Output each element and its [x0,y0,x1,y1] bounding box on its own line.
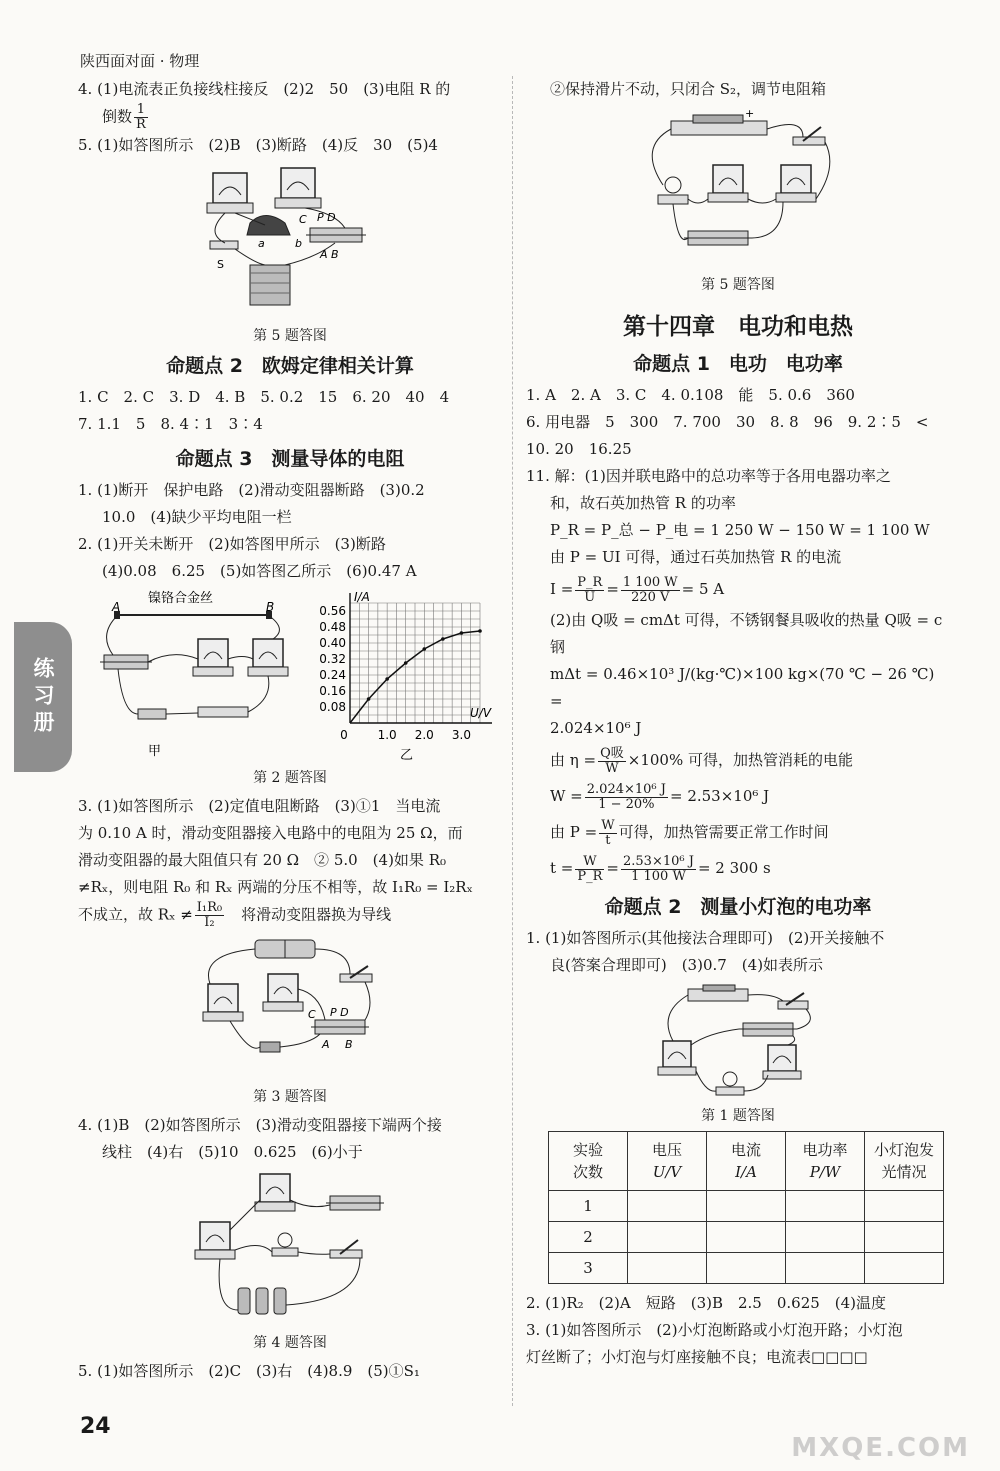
denominator: U [584,589,596,605]
y-tick-label: 0.16 [319,684,346,698]
header-line: 光情况 [881,1163,927,1181]
r-q2: 2. (1)R₂ (2)A 短路 (3)B 2.5 0.625 (4)温度 [526,1294,887,1312]
chapter-title: 第十四章 电功和电热 [623,314,853,340]
r-eq-eta [526,742,950,778]
s3-answer-2-cont: (4)0.08 6.25 (5)如答图乙所示 (6)0.47 A [102,562,417,580]
text: = [606,580,619,598]
y-tick-label: 0.08 [319,700,346,714]
svg-text:a: a [258,237,265,250]
column-divider [512,76,513,1406]
left-column [78,76,502,1385]
numerator: Q吸 [600,745,624,761]
header-line: 电压 [651,1141,682,1159]
table-cell [865,1222,944,1253]
fraction [134,103,148,132]
circuit-figure-2 [98,589,308,765]
caption-4: 第 4 题答图 [253,1335,327,1351]
r-answer-11-l7: 2.024×10⁶ J [550,719,642,737]
data-point [385,677,389,681]
text: = 2.53×10⁶ J [669,787,770,805]
r-eq-current [526,571,950,607]
s3-answer-3-l3: 滑动变阻器的最大阻值只有 20 Ω ② 5.0 (4)如果 R₀ [78,851,447,869]
numerator: W [575,855,604,870]
watermark: MXQE.COM [791,1433,970,1463]
table-cell [865,1253,944,1284]
r-answer-11-l2: 和，故石英加热管 R 的功率 [550,494,736,512]
y-tick-label: 0.24 [319,668,346,682]
section-title-2: 命题点 2 欧姆定律相关计算 [166,355,414,377]
r-answer-11-l3: P_R = P_总 − P_电 = 1 250 W − 150 W = 1 100 W [550,521,930,539]
r-q1-cont: 良(答案合理即可) (3)0.7 (4)如表所示 [550,956,824,974]
r-section-title-2: 命题点 2 测量小灯泡的电功率 [604,896,872,918]
s3-answer-4-cont: 线柱 (4)右 (5)10 0.625 (6)小于 [102,1143,363,1161]
text: = [606,859,619,877]
label-a: A [112,600,121,614]
table-row [549,1253,944,1284]
text: W = [550,787,583,805]
denominator: P_R [577,868,603,884]
svg-text:A B: A B [320,248,339,261]
fraction [599,819,616,848]
table-cell [628,1191,707,1222]
svg-text:b: b [295,237,302,250]
r-q3-cont: 灯丝断了；小灯泡与灯座接触不良；电流表□□□□ [526,1348,868,1366]
r-q3: 3. (1)如答图所示 (2)小灯泡断路或小灯泡开路；小灯泡 [526,1321,903,1339]
y-tick-label: 0.32 [319,652,346,666]
r-eq-power [526,814,950,850]
header-line: 小灯泡发 [873,1141,934,1159]
fraction [195,901,224,930]
caption-1-right: 第 1 题答图 [701,1108,775,1124]
r-answers-1: 1. A 2. A 3. C 4. 0.108 能 5. 0.6 360 [526,386,855,404]
r-answers-3: 10. 20 16.25 [526,440,632,458]
header-line: P/W [809,1163,841,1181]
text: t = [550,859,574,877]
denominator: I₂ [204,915,215,930]
header-line: 电功率 [802,1141,848,1159]
circuit-figure-1-right [648,983,828,1103]
y-axis-label: I/A [354,590,370,604]
table-row [549,1191,944,1222]
data-point [367,697,371,701]
r-answer-11-l4: 由 P = UI 可得，通过石英加热管 R 的电流 [550,548,842,566]
label-yi: 乙 [400,748,414,763]
svg-text:P D: P D [330,1006,349,1019]
text: 不成立，故 Rₓ ≠ [78,905,193,924]
numerator: 2.53×10⁶ J [623,853,694,869]
r-answer-11-l6: mΔt = 0.46×10³ J/(kg·℃)×100 kg×(70 ℃ − 26 ℃) = [550,665,935,710]
table-cell [707,1222,786,1253]
data-point [478,629,482,633]
x-axis-label: U/V [470,706,492,720]
numerator: W [601,817,615,833]
data-point [404,661,408,665]
caption-5-right: 第 5 题答图 [701,277,775,293]
header-line: 次数 [572,1163,603,1181]
section-2-line-2: 7. 1.1 5 8. 4∶1 3∶4 [78,415,263,433]
r-section-title-1: 命题点 1 电功 电功率 [633,353,843,375]
text: 可得，加热管需要正常工作时间 [618,823,829,841]
numerator: 1 [134,103,148,118]
svg-text:S: S [217,258,224,271]
denominator: t [605,832,611,848]
text: ×100% 可得，加热管消耗的电能 [627,751,853,769]
numerator: I₁R₀ [196,900,223,915]
table-cell [628,1253,707,1284]
table-cell [786,1222,865,1253]
answer-5: 5. (1)如答图所示 (2)B (3)断路 (4)反 30 (5)4 [78,136,438,154]
x-tick-label: 3.0 [451,728,471,742]
answer-4-text: 倒数 [102,107,133,126]
denominator: W [605,760,619,776]
table-cell: 1 [549,1191,628,1222]
header-line: U/V [652,1163,682,1181]
numerator: 2.024×10⁶ J [586,781,666,797]
numerator: 1 100 W [622,574,678,590]
s3-answer-3-l4: ≠Rₓ，则电阻 R₀ 和 Rₓ 两端的分压不相等，故 I₁R₀ = I₂Rₓ [78,878,473,896]
y-tick-label: 0.56 [319,604,346,618]
table-cell: 3 [549,1253,628,1284]
y-tick-label: 0.40 [319,636,346,650]
text: I = [550,580,574,598]
s3-answer-2: 2. (1)开关未断开 (2)如答图甲所示 (3)断路 [78,535,386,553]
text: 由 P = [550,823,598,841]
x-tick-label: 2.0 [414,728,434,742]
table-cell: 2 [549,1222,628,1253]
fraction [621,855,696,884]
table-header-cell [707,1132,786,1191]
text: = 5 A [681,580,725,598]
table-cell [707,1253,786,1284]
denominator: 1 100 W [631,868,686,884]
header-line: I/A [735,1163,757,1181]
section-2-line-1: 1. C 2. C 3. D 4. B 5. 0.2 15 6. 20 40 4 [78,388,450,406]
svg-text:A: A [322,1038,330,1051]
table-cell [786,1253,865,1284]
figure-2 [78,589,502,765]
page-header: 陕西面对面 · 物理 [80,52,200,70]
text: = 2 300 s [697,859,771,877]
page-number: 24 [80,1414,111,1439]
text: 将滑动变阻器换为导线 [226,905,392,924]
answer-4: 4. (1)电流表正负接线柱接反 (2)2 50 (3)电阻 R 的 [78,80,451,98]
table-cell [628,1222,707,1253]
data-table [548,1131,944,1284]
section-title-3: 命题点 3 测量导体的电阻 [175,448,405,470]
fraction [621,576,680,605]
fraction [585,783,668,812]
denominator: R [136,117,146,132]
table-row [549,1222,944,1253]
side-tab: 练习册 [14,622,72,772]
s3-answer-1: 1. (1)断开 保护电路 (2)滑动变阻器断路 (3)0.2 [78,481,425,499]
circuit-figure-5 [195,163,385,323]
r-eq-energy [526,778,950,814]
denominator: 220 V [631,589,670,605]
s3-answer-4: 4. (1)B (2)如答图所示 (3)滑动变阻器接下端两个接 [78,1116,442,1134]
header-line: 实验 [572,1141,603,1159]
data-point [422,647,426,651]
circuit-figure-5-right [633,107,843,272]
caption-3: 第 3 题答图 [253,1089,327,1105]
caption-2: 第 2 题答图 [253,770,327,786]
data-point [441,637,445,641]
svg-text:B: B [345,1038,353,1051]
fraction [598,747,626,776]
denominator: 1 − 20% [598,796,655,812]
s3-answer-3: 3. (1)如答图所示 (2)定值电阻断路 (3)①1 当电流 [78,797,441,815]
wire-label: 镍铬合金丝 [148,591,214,606]
s3-answer-5: 5. (1)如答图所示 (2)C (3)右 (4)8.9 (5)①S₁ [78,1362,420,1380]
x-tick-label: 1.0 [377,728,397,742]
s3-answer-1-cont: 10.0 (4)缺少平均电阻一栏 [102,508,292,526]
svg-text:C: C [308,1008,316,1021]
table-cell [707,1191,786,1222]
label-b: B [266,600,275,614]
s3-answer-3-l5 [78,901,502,930]
r-q1: 1. (1)如答图所示(其他接法合理即可) (2)开关接触不 [526,929,885,947]
fraction [575,855,604,884]
answer-4-cont [78,103,502,132]
svg-text:C: C [299,213,307,226]
x-tick-label: 0 [340,728,348,742]
table-cell [786,1191,865,1222]
y-tick-label: 0.48 [319,620,346,634]
svg-text:P D: P D [317,211,336,224]
table-header-cell [865,1132,944,1191]
caption-5: 第 5 题答图 [253,328,327,344]
table-header-cell [786,1132,865,1191]
numerator: P_R [577,574,603,590]
r-line-1: ②保持滑片不动，只闭合 S₂，调节电阻箱 [550,80,827,98]
table-cell [865,1191,944,1222]
circuit-figure-4 [190,1170,390,1330]
header-line: 电流 [730,1141,761,1159]
right-column [526,76,950,1371]
r-answer-11: 11. 解：(1)因并联电路中的总功率等于各用电器功率之 [526,467,891,485]
text: 由 η = [550,751,597,769]
svg-text:+: + [745,107,755,120]
s3-answer-3-l2: 为 0.10 A 时，滑动变阻器接入电路中的电阻为 25 Ω，而 [78,824,463,842]
label-jia: 甲 [148,744,162,759]
table-header-cell [549,1132,628,1191]
r-eq-time [526,850,950,886]
table-header-row [549,1132,944,1191]
table-header-cell [628,1132,707,1191]
data-point [460,631,464,635]
circuit-figure-3 [190,934,390,1084]
iv-chart [310,589,500,765]
r-answers-2: 6. 用电器 5 300 7. 700 30 8. 8 96 9. 2∶5 < [526,413,929,431]
r-answer-11-l5: (2)由 Q吸 = cmΔt 可得，不锈钢餐具吸收的热量 Q吸 = c钢 [550,611,943,656]
fraction [575,576,604,605]
